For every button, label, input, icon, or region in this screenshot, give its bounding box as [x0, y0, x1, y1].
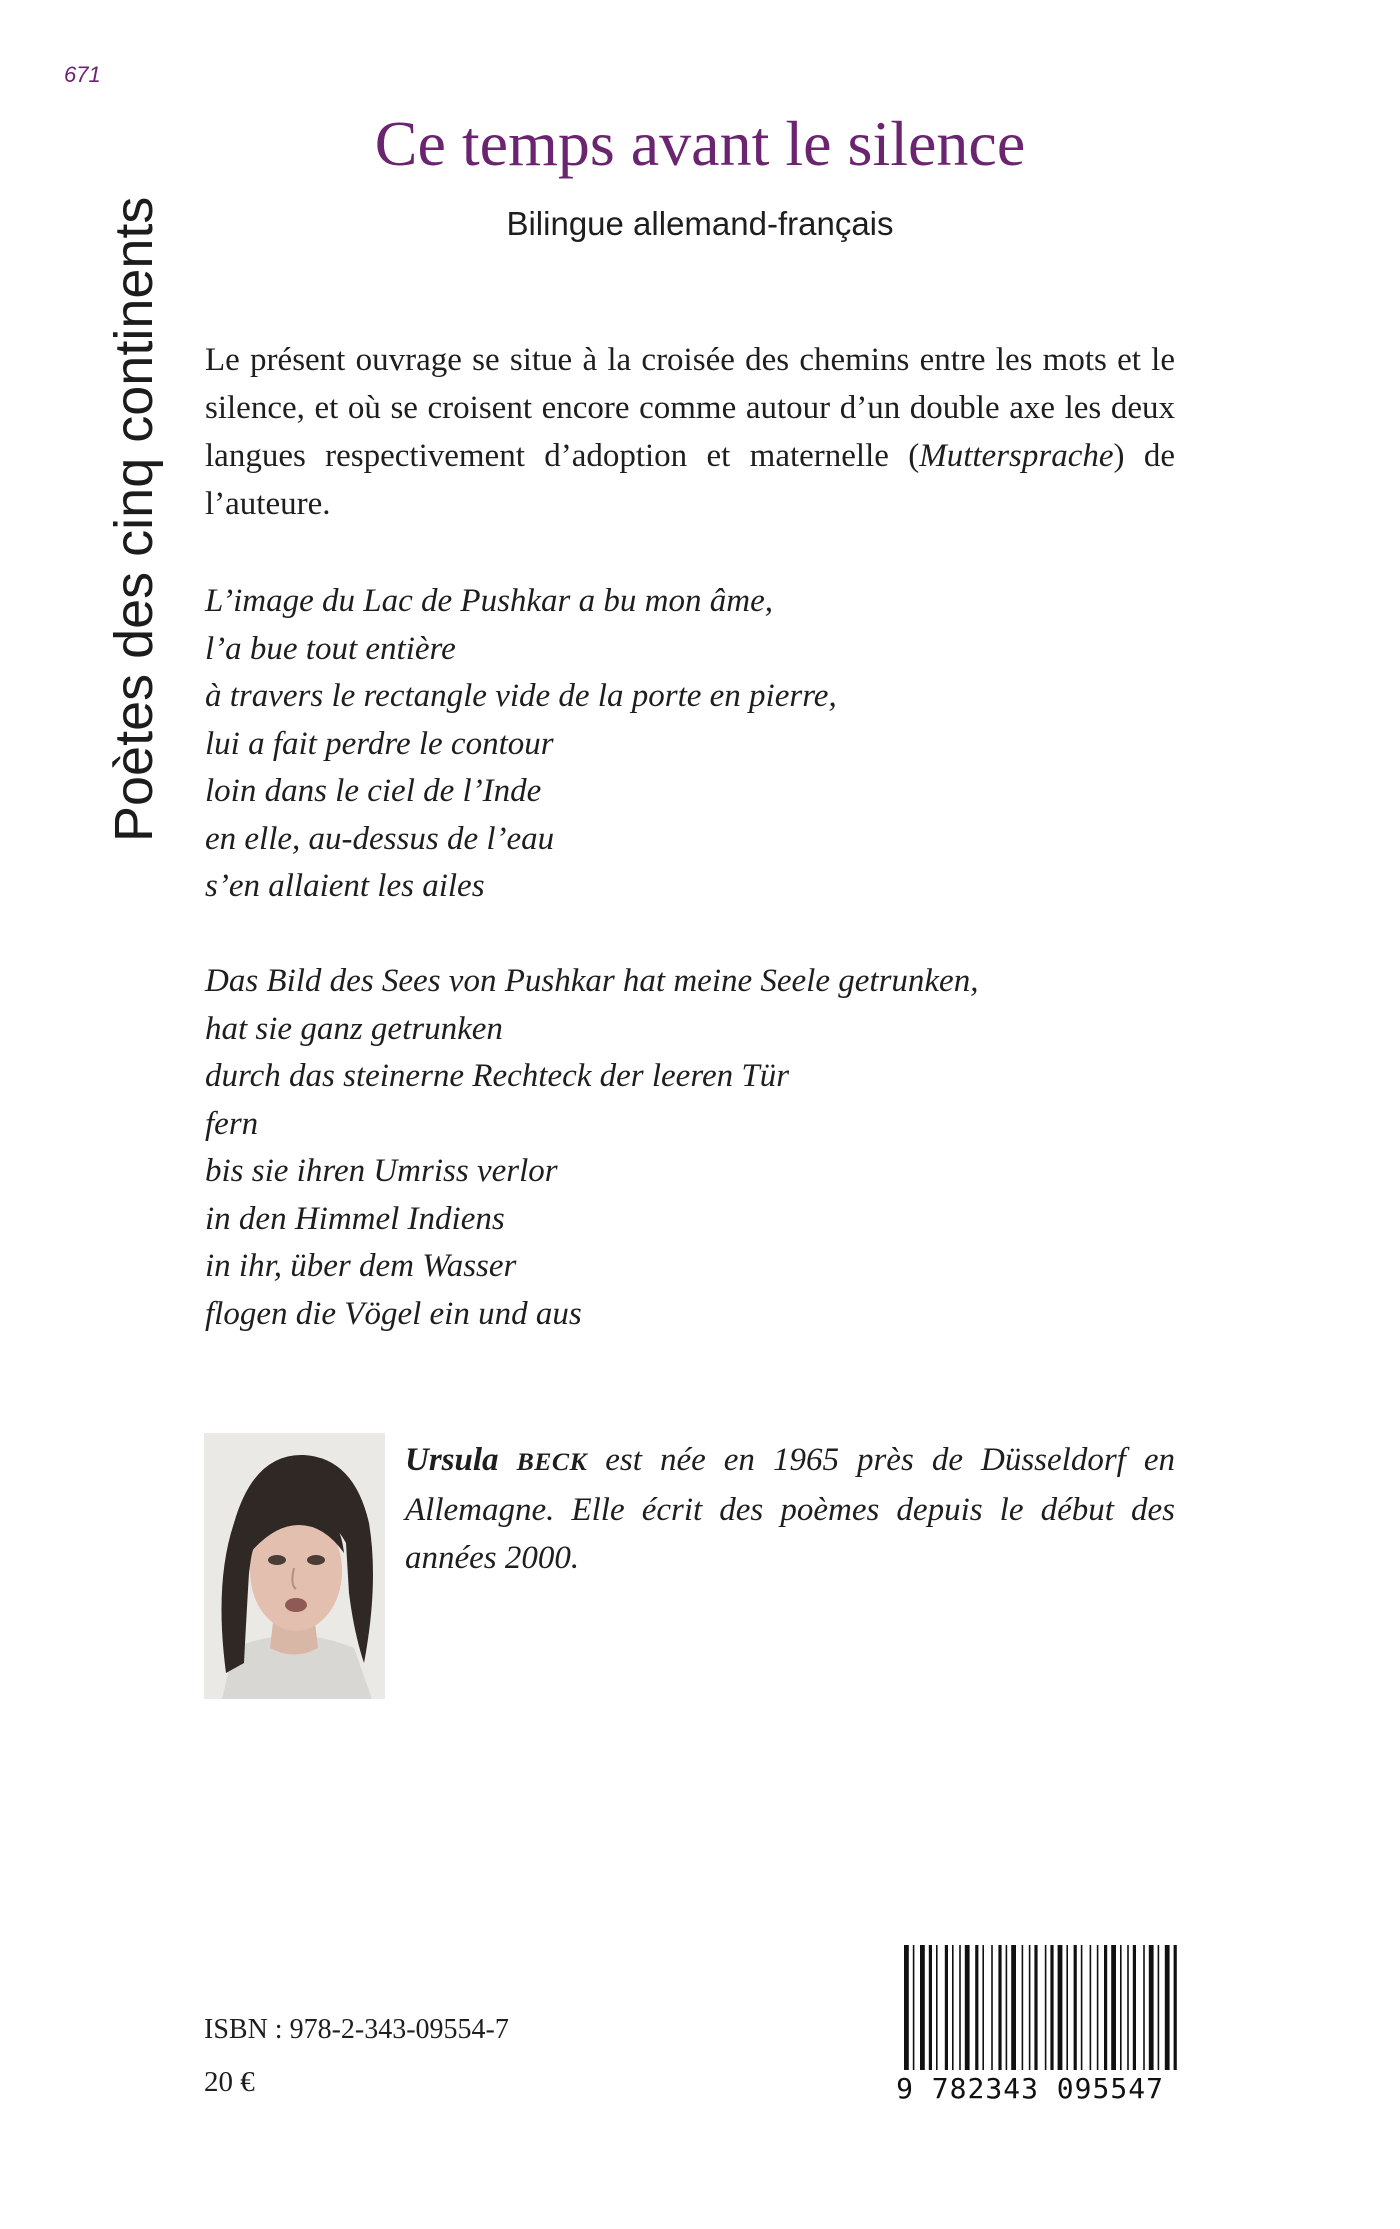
- poem-line: Das Bild des Sees von Pushkar hat meine Seele getrunken,: [205, 963, 979, 999]
- poem-line: durch das steinerne Rechteck der leeren Tür: [205, 1058, 790, 1094]
- poem-line: in ihr, über dem Wasser: [205, 1248, 517, 1284]
- barcode-bar: [1011, 1945, 1016, 2070]
- poem-line: bis sie ihren Umriss verlor: [205, 1153, 558, 1189]
- barcode-bar: [1090, 1945, 1092, 2070]
- intro-emphasis: Muttersprache: [919, 438, 1114, 474]
- barcode-bar: [1006, 1945, 1008, 2070]
- barcode-bar: [1165, 1945, 1170, 2070]
- poem-line: L’image du Lac de Pushkar a bu mon âme,: [205, 583, 773, 619]
- barcode-bar: [1066, 1945, 1068, 2070]
- barcode-bar: [1029, 1945, 1031, 2070]
- barcode-bar: [998, 1945, 1001, 2070]
- author-bio-text: est née en 1965 près de Düsseldorf en Allemagne. Elle écrit des poèmes depuis le début des années 2000.: [405, 1442, 1175, 1576]
- author-bio: [405, 1436, 1175, 1582]
- author-photo: [204, 1433, 385, 1699]
- poem-line: in den Himmel Indiens: [205, 1200, 505, 1237]
- poem-line: flogen die Vögel ein und aus: [205, 1295, 582, 1332]
- poem-line: loin dans le ciel de l’Inde: [205, 773, 542, 809]
- barcode-bar: [991, 1945, 993, 2070]
- book-title: Ce temps avant le silence: [374, 108, 1026, 179]
- barcode-bar: [1074, 1945, 1077, 2070]
- barcode-bar: [1050, 1945, 1053, 2070]
- barcode-bar: [929, 1945, 932, 2070]
- barcode-bar: [920, 1945, 925, 2070]
- barcode-bar: [1034, 1945, 1037, 2070]
- book-subtitle: Bilingue allemand-français: [506, 205, 894, 242]
- poem-line: lui a fait perdre le contour: [205, 725, 554, 762]
- barcode-bar: [1045, 1945, 1047, 2070]
- author-first-name: Ursula: [405, 1442, 499, 1478]
- barcode-bar: [959, 1945, 961, 2070]
- barcode-bar: [975, 1945, 978, 2070]
- barcode-bar: [1127, 1945, 1129, 2070]
- poem-line: s’en allaient les ailes: [205, 868, 485, 904]
- intro-text-after: ) de l’auteure.: [205, 438, 1175, 522]
- poem-line: l’a bue tout entière: [205, 630, 456, 667]
- barcode-bar: [936, 1945, 938, 2070]
- barcode-bar: [1149, 1945, 1154, 2070]
- barcode-bar: [913, 1945, 915, 2070]
- author-name: [405, 1442, 587, 1478]
- barcode-bar: [1133, 1945, 1136, 2070]
- series-name-spine: Poètes des cinq continents: [104, 196, 164, 842]
- barcode-bar: [945, 1945, 948, 2070]
- poem-line: hat sie ganz getrunken: [205, 1010, 503, 1047]
- poem-line: fern: [205, 1105, 259, 1142]
- barcode-bar: [1081, 1945, 1083, 2070]
- poem-french: [205, 578, 837, 911]
- barcode-digits: 9 782343 095547: [896, 2072, 1164, 2105]
- poem-line: en elle, au-dessus de l’eau: [205, 820, 555, 857]
- barcode-bar: [1058, 1945, 1063, 2070]
- poem-german: [205, 958, 978, 1338]
- barcode-bar: [965, 1945, 970, 2070]
- barcode-bar: [1158, 1945, 1160, 2070]
- barcode-bar: [1143, 1945, 1145, 2070]
- barcode-bar: [1104, 1945, 1107, 2070]
- barcode-bar: [1022, 1945, 1024, 2070]
- barcode-bar: [1111, 1945, 1116, 2070]
- barcode-bar: [982, 1945, 984, 2070]
- intro-text-before: Le présent ouvrage se situe à la croisée des chemins entre les mots et le silence, et où se croisent encore comme autour d’un double axe les deux langues respectivement d’adoption et maternelle (: [205, 342, 1175, 474]
- portrait-image: [204, 1433, 385, 1699]
- barcode-bar: [952, 1945, 954, 2070]
- intro-paragraph: [205, 336, 1175, 528]
- barcode-bar: [904, 1945, 909, 2070]
- barcode-bar: [1120, 1945, 1122, 2070]
- barcode-bar: [1174, 1945, 1177, 2070]
- poem-line: à travers le rectangle vide de la porte en pierre,: [205, 678, 837, 714]
- barcode-bar: [1097, 1945, 1099, 2070]
- price: 20 €: [204, 2066, 255, 2098]
- series-number: 671: [64, 62, 101, 87]
- isbn: ISBN : 978-2-343-09554-7: [204, 2014, 509, 2045]
- author-last-name: BECK: [516, 1447, 588, 1476]
